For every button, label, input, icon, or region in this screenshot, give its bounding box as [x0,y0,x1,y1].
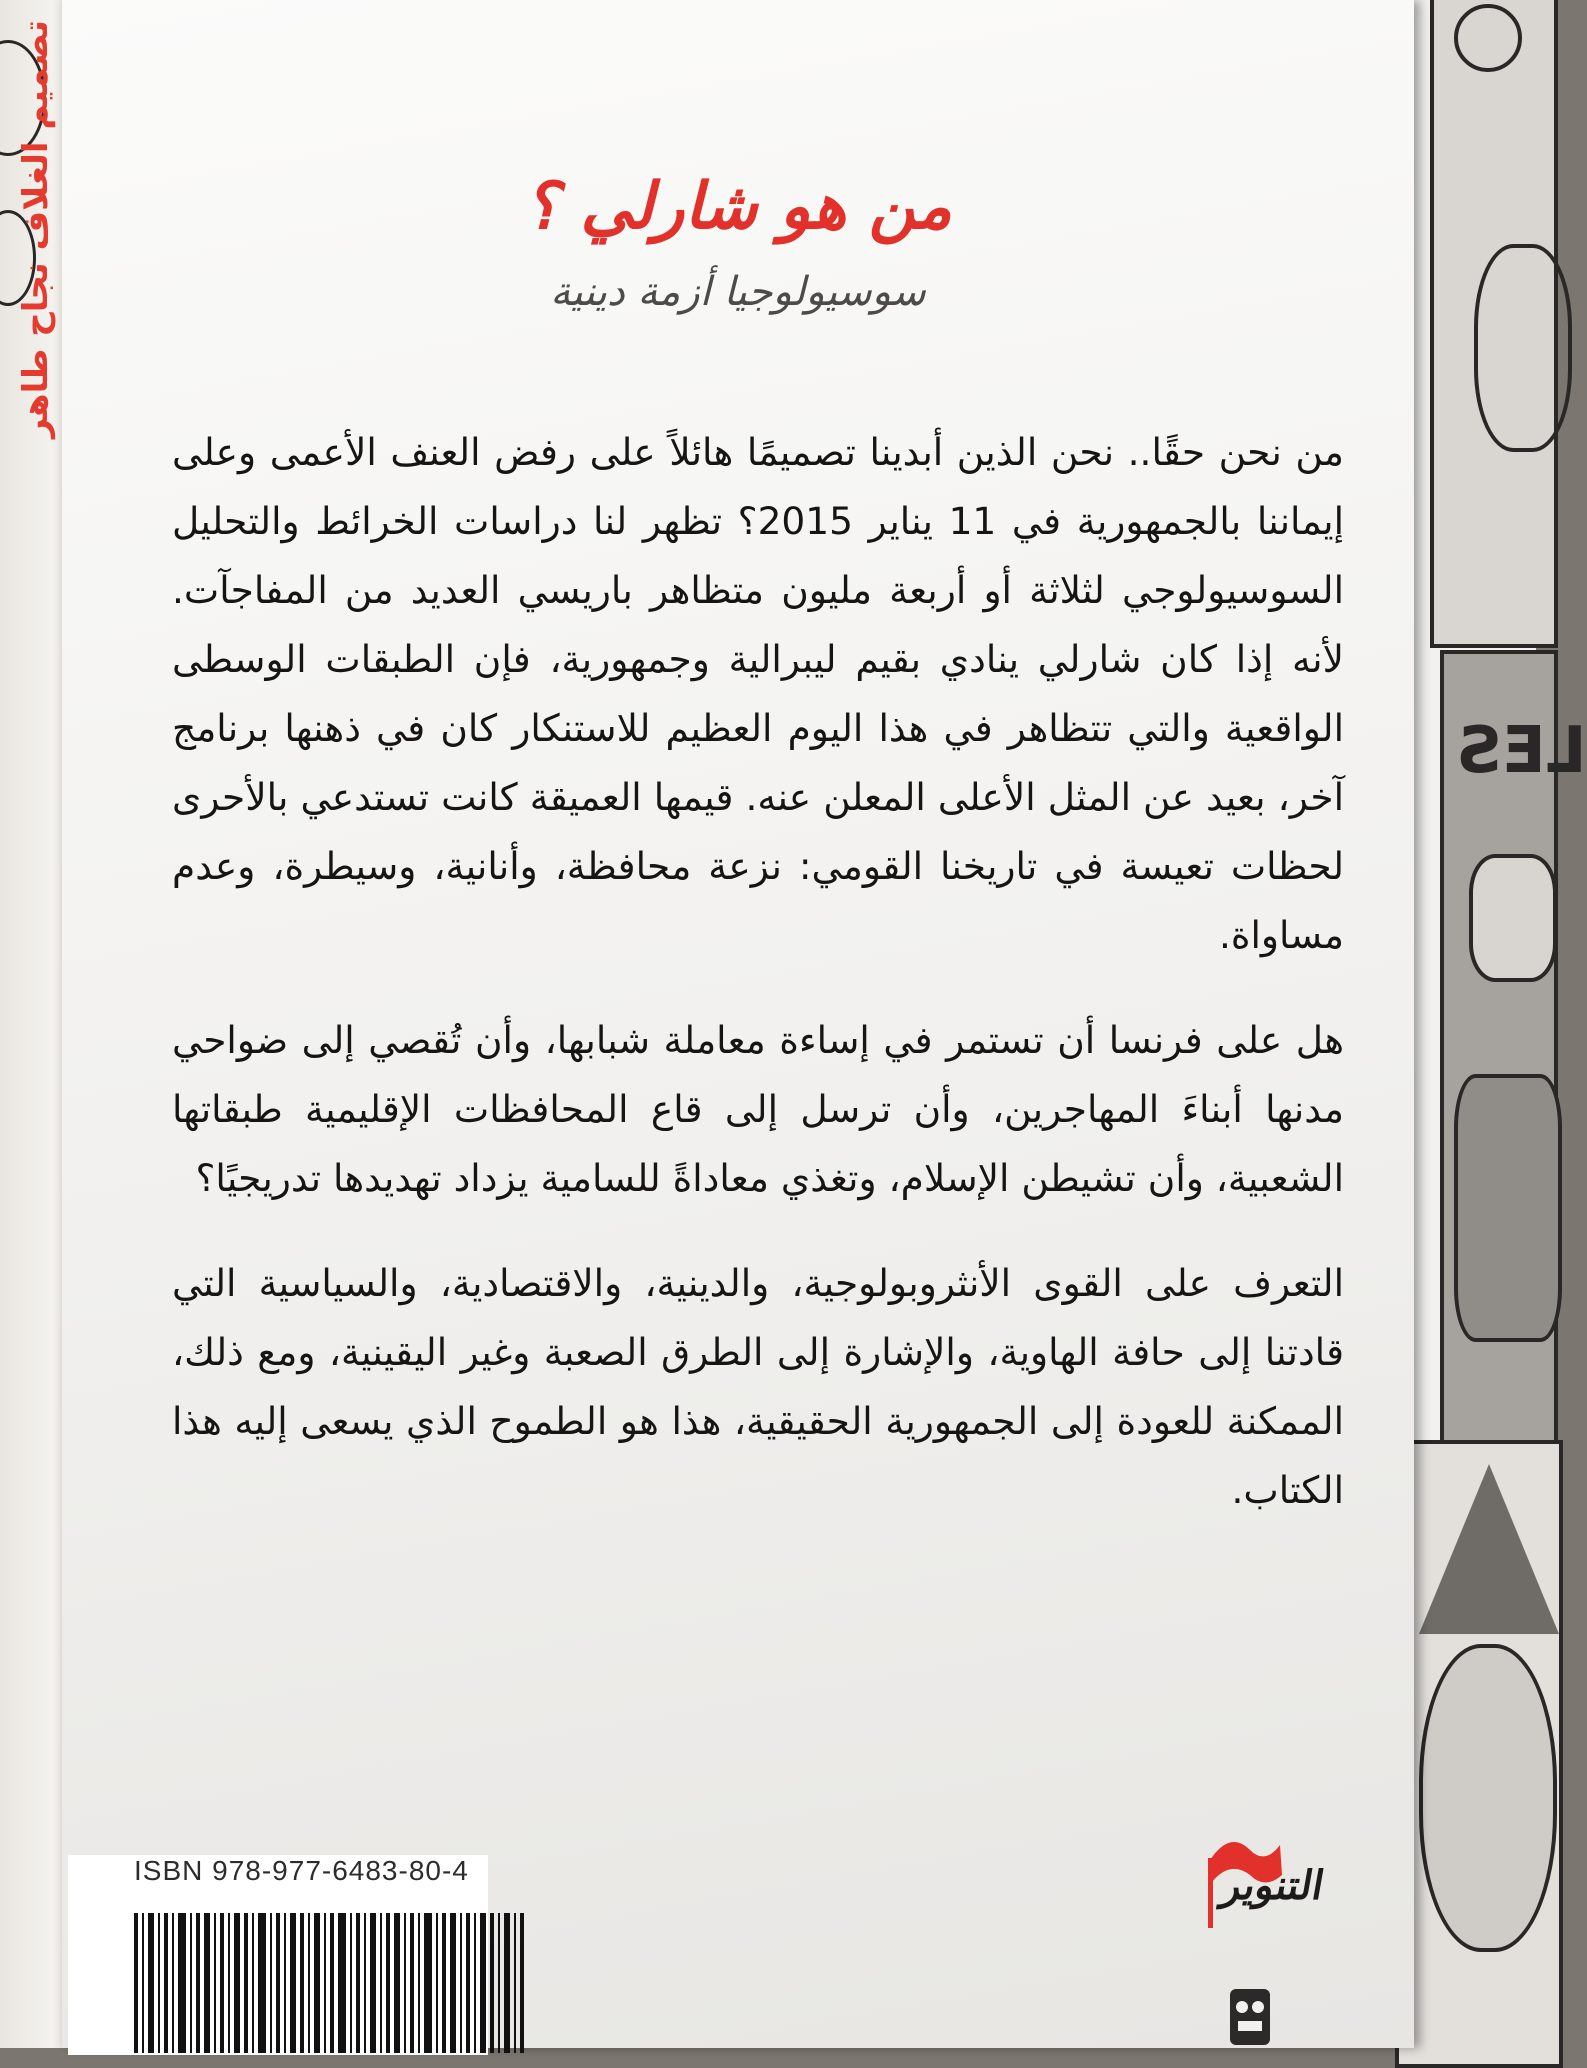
isbn-number: ISBN 978-977-6483-80-4 [134,1855,469,1886]
comic-panel-bottom [1395,1440,1563,2068]
comic-head-doodle [1454,4,1522,72]
publisher-name: التنوير [1218,1862,1328,1909]
barcode [134,1903,534,2053]
comic-crowd-doodle [1454,1074,1562,1342]
book-subtitle: سوسيولوجيا أزمة دينية [550,269,926,315]
comic-panel-middle [1440,650,1587,1458]
blurb-paragraph-3: التعرف على القوى الأنثروبولوجية، والدينية، والاقتصادية، والسياسية التي قادتنا إلى حافة الهاوية، والإشارة إلى الطرق الصعبة وغير اليقينية، ومع ذلك، الممكنة للعودة إلى الجمهورية الحقيقية، هذا هو الطموح الذي يسعى إليه هذا الكتاب. [172,1261,1344,1512]
comic-limb-doodle [1474,244,1572,452]
comic-bearded-face-doodle [1419,1644,1557,1952]
back-cover [62,0,1414,2048]
cover-design-credit [6,20,66,540]
publisher-mark-icon [1228,1985,1272,2048]
comic-hand-doodle [1469,854,1557,982]
blurb [172,418,1344,1525]
blurb-paragraph-1: من نحن حقًا.. نحن الذين أبدينا تصميمًا هائلاً على رفض العنف الأعمى وعلى إيماننا بالجمهورية في 11 يناير 2015؟ تظهر لنا دراسات الخرائط والتحليل السوسيولوجي لثلاثة أو أربعة مليون متظاهر باريسي العديد من المفاجآت. لأنه إذا كان شارلي ينادي بقيم ليبرالية وجمهورية، فإن الطبقات الوسطى الواقعية والتي تتظاهر في هذا اليوم العظيم للاستنكار كان في ذهنها برنامج آخر، بعيد عن المثل الأعلى المعلن عنه. قيمها العميقة كانت تستدعي بالأحرى لحظات تعيسة في تاريخنا القومي: نزعة محافظة، وأنانية، وسيطرة، وعدم مساواة. [172,430,1344,957]
blurb-paragraph-2: هل على فرنسا أن تستمر في إساءة معاملة شبابها، وأن تُقصي إلى ضواحي مدنها أبناءَ المهاجرين، وأن ترسل إلى قاع المحافظات الإقليمية طبقاتها الشعبية، وأن تشيطن الإسلام، وتغذي معاداةً للسامية يزداد تهديدها تدريجيًا؟ [172,1018,1344,1200]
comic-panel-lettering: LES [1456,714,1587,788]
book-title: من هو شارلي ؟ [524,169,952,244]
cover-design-credit-text: تصميم الغلاف نجاح طاهر [16,20,56,439]
title-block [62,169,1414,315]
isbn-block [68,1855,488,2055]
comic-panel-top [1430,0,1558,648]
wizard-hat-shape [1419,1464,1559,1634]
